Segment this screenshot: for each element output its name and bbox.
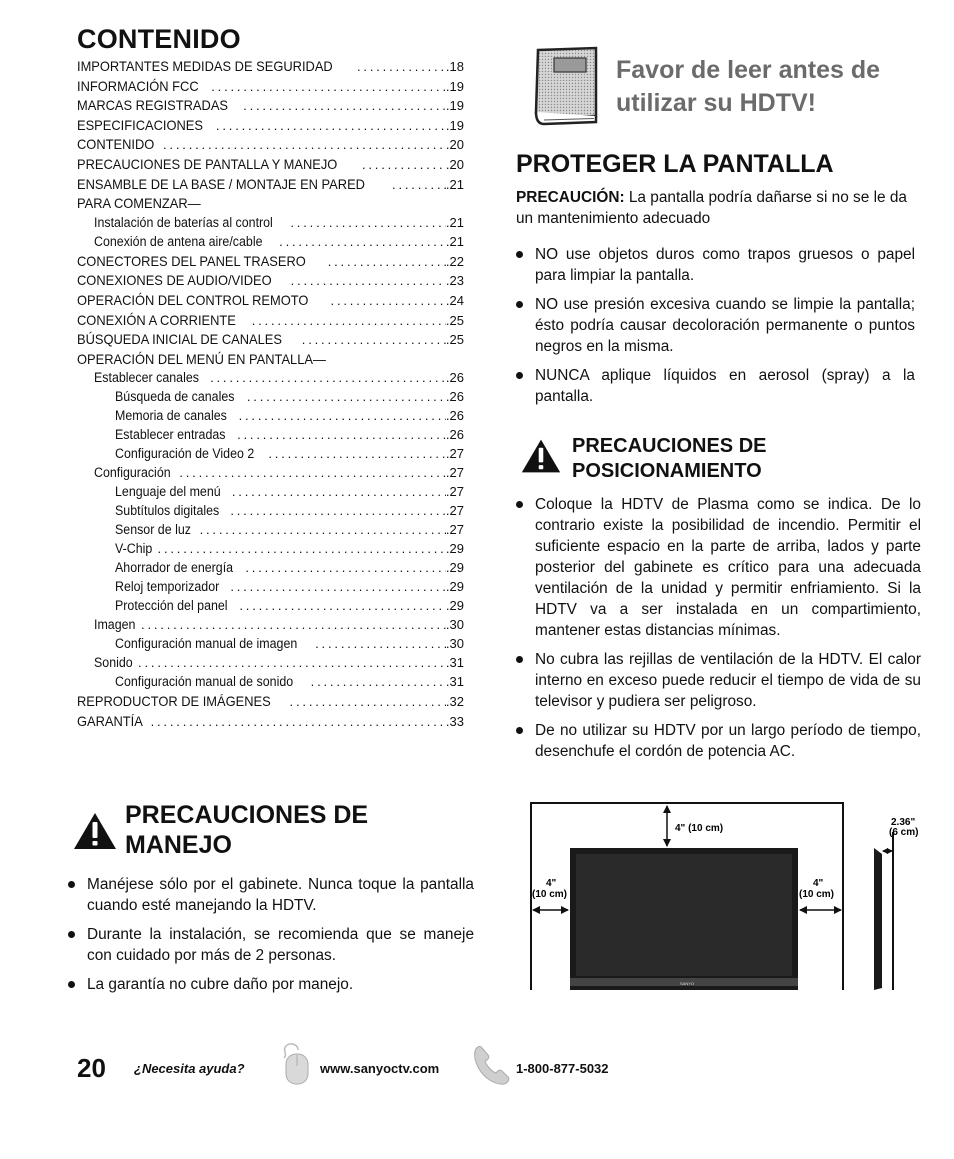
toc-entry <box>77 503 464 522</box>
toc-entry-title: Subtítulos digitales <box>115 503 220 519</box>
toc-leader-dots <box>355 59 446 74</box>
toc-entry-page: .25 <box>445 332 464 348</box>
positioning-title: PRECAUCIONES DE POSICIONAMIENTO <box>572 435 767 482</box>
toc-entry-title: MARCAS REGISTRADAS <box>77 97 229 114</box>
mouse-icon <box>276 1040 312 1086</box>
toc-entry <box>77 484 464 503</box>
toc-entry-title: OPERACIÓN DEL MENÚ EN PANTALLA— <box>77 350 326 367</box>
toc-entry <box>77 253 464 273</box>
toc-leader-dots <box>214 118 446 133</box>
toc-entry-page: .24 <box>445 292 464 308</box>
toc-entry-title: Conexión de antena aire/cable <box>94 233 263 249</box>
toc-entry-page: .30 <box>445 617 464 633</box>
toc-entry-page: .29 <box>445 579 464 595</box>
toc-entry <box>77 713 464 733</box>
toc-entry-page: .27 <box>445 484 464 500</box>
toc-entry <box>77 272 464 292</box>
toc-entry-page: .31 <box>445 674 464 690</box>
toc-leader-dots <box>288 694 446 709</box>
left-clearance-cm: (10 cm) <box>532 889 568 900</box>
book-icon <box>532 46 600 128</box>
toc-entry-title: Configuración manual de sonido <box>115 674 294 690</box>
toc-entry-page: .26 <box>445 370 464 386</box>
toc-entry <box>77 351 464 371</box>
toc-entry-page: .21 <box>445 233 464 249</box>
toc-entry <box>77 560 464 579</box>
toc-entry-page: .29 <box>445 541 464 557</box>
toc-leader-dots <box>209 79 446 94</box>
toc-leader-dots <box>309 674 446 689</box>
toc-entry-title: CONTENIDO <box>77 136 155 153</box>
toc-entry <box>77 674 464 693</box>
table-of-contents <box>77 58 464 733</box>
toc-entry-page: .27 <box>445 522 464 538</box>
toc-entry <box>77 617 464 636</box>
positioning-bullets <box>515 494 921 770</box>
toc-title: CONTENIDO <box>77 24 241 54</box>
caution-label: PRECAUCIÓN: <box>516 189 625 206</box>
toc-entry-title: INFORMACIÓN FCC <box>77 77 199 94</box>
list-item: La garantía no cubre daño por manejo. <box>67 974 474 995</box>
toc-entry <box>77 370 464 389</box>
warning-icon <box>72 811 118 851</box>
toc-entry-page: .20 <box>445 156 464 172</box>
phone-number: 1-800-877-5032 <box>516 1061 609 1076</box>
toc-entry <box>77 465 464 484</box>
toc-entry-title: Configuración manual de imagen <box>115 636 298 652</box>
toc-entry <box>77 58 464 78</box>
list-item: NUNCA aplique líquidos en aerosol (spray) a la pantalla. <box>515 365 915 407</box>
handling-title: PRECAUCIONES DE MANEJO <box>125 801 369 859</box>
toc-entry <box>77 176 464 196</box>
tv-side <box>874 848 882 990</box>
toc-leader-dots <box>390 177 446 192</box>
toc-entry <box>77 541 464 560</box>
side-clearance-in: 2.36" <box>891 817 916 828</box>
toc-entry-title: Establecer canales <box>94 370 199 386</box>
toc-entry-page: .29 <box>445 560 464 576</box>
toc-leader-dots <box>156 541 446 556</box>
toc-entry <box>77 292 464 312</box>
protect-title: PROTEGER LA PANTALLA <box>516 150 834 178</box>
toc-entry <box>77 579 464 598</box>
list-item: No cubra las rejillas de ventilación de la HDTV. El calor interno en exceso puede reducir el tiempo de vida de su televisor y pudiera ser peligroso. <box>515 649 921 712</box>
toc-entry <box>77 655 464 674</box>
toc-entry-page: .21 <box>445 214 464 230</box>
toc-entry <box>77 156 464 176</box>
list-item: NO use presión excesiva cuando se limpie la pantalla; ésto podría causar decoloración permanente o puntos negros en la misma. <box>515 294 915 357</box>
toc-leader-dots <box>250 313 446 328</box>
toc-entry <box>77 522 464 541</box>
warning-icon <box>520 437 562 475</box>
toc-entry-title: Configuración de Video 2 <box>115 446 255 462</box>
toc-entry-page: .26 <box>445 427 464 443</box>
caution-text: La pantalla podría dañarse si no se le da un mantenimiento adecuado <box>516 189 907 227</box>
website-link[interactable]: www.sanyoctv.com <box>320 1061 440 1076</box>
toc-entry-title: ESPECIFICACIONES <box>77 116 203 133</box>
toc-leader-dots <box>243 560 446 575</box>
help-text: ¿Necesita ayuda? <box>134 1061 245 1076</box>
toc-entry-title: Imagen <box>94 617 136 633</box>
toc-leader-dots <box>241 98 446 113</box>
toc-entry-title: PRECAUCIONES DE PANTALLA Y MANEJO <box>77 155 338 172</box>
toc-leader-dots <box>329 293 446 308</box>
toc-entry-title: Protección del panel <box>115 598 228 614</box>
toc-entry-title: ENSAMBLE DE LA BASE / MONTAJE EN PARED <box>77 175 365 192</box>
toc-entry <box>77 427 464 446</box>
toc-entry-page: .22 <box>445 253 464 269</box>
toc-entry-title: Búsqueda de canales <box>115 389 235 405</box>
phone-icon <box>472 1043 514 1087</box>
toc-entry <box>77 215 464 234</box>
toc-entry-title: Memoria de canales <box>115 408 227 424</box>
toc-leader-dots <box>208 370 446 385</box>
toc-entry-title: CONECTORES DEL PANEL TRASERO <box>77 252 306 269</box>
toc-entry <box>77 78 464 98</box>
page-number: 20 <box>77 1053 106 1083</box>
toc-entry <box>77 136 464 156</box>
toc-leader-dots <box>149 714 446 729</box>
toc-leader-dots <box>288 215 446 230</box>
toc-entry-title: CONEXIONES DE AUDIO/VIDEO <box>77 272 272 289</box>
left-clearance-in: 4" <box>546 878 557 889</box>
toc-entry <box>77 234 464 253</box>
tv-brand: SANYO <box>680 981 695 986</box>
toc-entry-page: .19 <box>445 98 464 114</box>
toc-leader-dots <box>237 598 446 613</box>
toc-leader-dots <box>245 389 446 404</box>
list-item: NO use objetos duros como trapos gruesos o papel para limpiar la pantalla. <box>515 244 915 286</box>
toc-entry-title: Sensor de luz <box>115 522 191 538</box>
toc-leader-dots <box>237 408 446 423</box>
toc-entry <box>77 195 464 215</box>
toc-entry <box>77 97 464 117</box>
toc-entry-page: .21 <box>445 176 464 192</box>
toc-entry-title: BÚSQUEDA INICIAL DE CANALES <box>77 331 282 348</box>
toc-leader-dots <box>277 234 446 249</box>
toc-entry-page: .27 <box>445 446 464 462</box>
toc-entry-page: .20 <box>445 137 464 153</box>
side-clearance-cm: (6 cm) <box>889 827 919 838</box>
toc-entry-page: .30 <box>445 636 464 652</box>
toc-leader-dots <box>161 137 446 152</box>
toc-entry-title: Establecer entradas <box>115 427 226 443</box>
clearance-diagram <box>530 802 925 992</box>
toc-entry-page: .23 <box>445 273 464 289</box>
toc-entry-page: .29 <box>445 598 464 614</box>
toc-entry <box>77 408 464 427</box>
toc-entry-title: Lenguaje del menú <box>115 484 221 500</box>
toc-entry <box>77 312 464 332</box>
toc-entry <box>77 331 464 351</box>
toc-entry-page: .32 <box>445 694 464 710</box>
toc-entry-page: .25 <box>445 312 464 328</box>
toc-leader-dots <box>136 655 446 670</box>
toc-entry-title: Configuración <box>94 465 171 481</box>
toc-entry-page: .26 <box>445 408 464 424</box>
toc-entry <box>77 636 464 655</box>
toc-entry-title: OPERACIÓN DEL CONTROL REMOTO <box>77 291 309 308</box>
protect-caution <box>516 187 916 229</box>
list-item: Durante la instalación, se recomienda que se maneje con cuidado por más de 2 personas. <box>67 924 474 966</box>
toc-leader-dots <box>139 617 446 632</box>
toc-entry <box>77 117 464 137</box>
toc-entry-title: CONEXIÓN A CORRIENTE <box>77 311 236 328</box>
toc-entry-title: Reloj temporizador <box>115 579 220 595</box>
toc-entry-page: .18 <box>445 59 464 74</box>
toc-entry-title: Ahorrador de energía <box>115 560 234 576</box>
protect-bullets <box>515 244 915 415</box>
right-clearance-cm: (10 cm) <box>799 889 835 900</box>
toc-entry-title: GARANTÍA <box>77 712 143 729</box>
toc-entry <box>77 598 464 617</box>
toc-leader-dots <box>360 157 446 172</box>
toc-entry-title: PARA COMENZAR— <box>77 195 201 212</box>
toc-entry-page: .19 <box>445 117 464 133</box>
right-clearance-in: 4" <box>813 878 824 889</box>
toc-leader-dots <box>235 427 446 442</box>
toc-leader-dots <box>300 332 446 347</box>
toc-entry-title: Sonido <box>94 655 133 671</box>
handling-bullets <box>67 874 474 1003</box>
read-first-heading: Favor de leer antes de utilizar su HDTV! <box>616 56 881 117</box>
toc-entry-page: .26 <box>445 389 464 405</box>
toc-leader-dots <box>313 636 446 651</box>
toc-entry-page: .27 <box>445 465 464 481</box>
top-clearance-label: 4" (10 cm) <box>675 823 724 834</box>
toc-leader-dots <box>228 503 446 518</box>
toc-entry-page: .27 <box>445 503 464 519</box>
tv-screen <box>576 854 792 976</box>
toc-leader-dots <box>198 522 446 537</box>
list-item: Manéjese sólo por el gabinete. Nunca toque la pantalla cuando esté manejando la HDTV. <box>67 874 474 916</box>
list-item: De no utilizar su HDTV por un largo período de tiempo, desenchufe el cordón de potencia AC. <box>515 720 921 762</box>
list-item: Coloque la HDTV de Plasma como se indica. De lo contrario existe la posibilidad de incendio. Permitir el suficiente espacio en la parte de arriba, lados y parte posterior del gabinete es crítico para una adecuada ventilación de la unidad y permitir enfriamiento. Si la HDTV va a ser instalada en un compartimiento, mantener estas distancias mínimas. <box>515 494 921 641</box>
toc-leader-dots <box>177 465 446 480</box>
toc-entry-title: REPRODUCTOR DE IMÁGENES <box>77 693 271 710</box>
toc-entry-page: .33 <box>445 713 464 729</box>
toc-leader-dots <box>289 273 446 288</box>
toc-leader-dots <box>326 254 446 269</box>
toc-entry-title: Instalación de baterías al control <box>94 214 273 230</box>
toc-entry-page: .19 <box>445 78 464 94</box>
toc-entry-title: V-Chip <box>115 541 153 557</box>
toc-entry <box>77 389 464 408</box>
toc-leader-dots <box>230 484 446 499</box>
toc-leader-dots <box>266 446 446 461</box>
toc-entry-page: .31 <box>445 655 464 671</box>
toc-entry <box>77 446 464 465</box>
toc-entry <box>77 693 464 713</box>
toc-leader-dots <box>228 579 446 594</box>
toc-entry-title: IMPORTANTES MEDIDAS DE SEGURIDAD <box>77 58 333 74</box>
